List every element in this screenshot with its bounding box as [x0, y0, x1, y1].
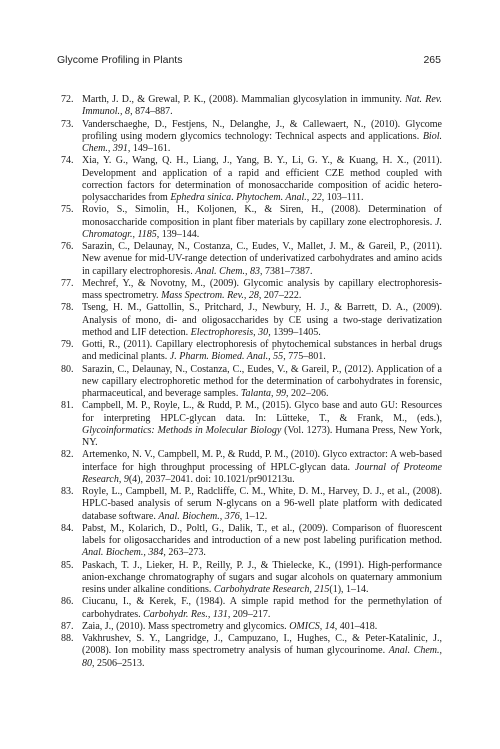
reference-item [57, 119, 442, 156]
reference-text: , 263–273. [163, 547, 206, 559]
reference-italic-text: Phytochem. Anal., 22 [236, 192, 322, 203]
reference-italic-text: J. Pharm. Biomed. Anal., 55 [169, 351, 284, 363]
running-head-title: Glycome Profiling in Plants [57, 54, 183, 66]
reference-item [57, 560, 442, 597]
reference-item [57, 204, 442, 241]
reference-number: 80. [61, 363, 74, 375]
reference-number: 76. [61, 241, 74, 252]
reference-number: 74. [61, 155, 74, 167]
reference-item [57, 449, 442, 486]
reference-text: Mechref, Y., & Novotny, M., (2009). Glycomic analysis by capillary electrophoresis-mass spectrometry. [82, 277, 442, 301]
reference-item [57, 278, 442, 303]
reference-italic-text: Journal of Proteome Research, 9 [82, 461, 442, 485]
reference-item [57, 302, 442, 339]
reference-italic-text: Talanta, 99 [240, 388, 287, 399]
reference-italic-text: Biol. Chem., 391 [82, 130, 442, 154]
reference-text: Paskach, T. J., Lieker, H. P., Reilly, P. J., & Thielecke, K., (1991). High-performance anion-exchange chromatography of sugars and sugar alcohols on quaternary ammonium resins under alkaline conditions. [82, 559, 442, 595]
reference-number: 85. [61, 559, 74, 571]
running-head [57, 54, 441, 70]
reference-text: , 2506–2513. [92, 657, 145, 669]
reference-italic-text: J. Chromatogr., 1185 [82, 216, 442, 240]
reference-text: , 103–111. [321, 192, 364, 203]
reference-text: , 139–144. [156, 228, 200, 240]
reference-text: , 7381–7387. [260, 265, 313, 277]
reference-item [57, 400, 442, 449]
reference-text: Campbell, M. P., Royle, L., & Rudd, P. M., (2015). Glyco base and auto GU: Resources for interpreting HPLC-glycan data. In: Lütteke, T., & Frank, M., (eds.), [82, 400, 442, 424]
reference-number: 83. [61, 486, 74, 497]
reference-text: , 149–161. [127, 143, 171, 154]
reference-text: , 1–12. [239, 510, 268, 522]
reference-item [57, 241, 442, 278]
reference-text: Zaia, J., (2010). Mass spectrometry and glycomics. [82, 620, 290, 632]
reference-item [57, 486, 442, 523]
reference-text: Artemenko, N. V., Campbell, M. P., & Rudd, P. M., (2010). Glyco extractor: A web-based interface for high throughput processing of HPLC-glycan data. [82, 449, 442, 473]
reference-italic-text: Mass Spectrom. Rev., 28 [161, 290, 259, 301]
reference-number: 72. [61, 94, 74, 105]
reference-text: , 1399–1405. [268, 326, 321, 338]
reference-item [57, 523, 442, 560]
reference-item [57, 621, 442, 633]
reference-italic-text: Carbohydrate Research, 215 [213, 584, 330, 595]
reference-text: Vakhrushev, S. Y., Langridge, J., Campuzano, I., Hughes, C., & Peter-Katalinic, J., (2008). Ion mobility mass spectrometry analysis of human glycourinome. [82, 633, 442, 657]
reference-text: , 202–206. [286, 388, 329, 399]
reference-italic-text: Carbohydr. Res., 131 [143, 608, 228, 620]
reference-number: 86. [61, 596, 74, 608]
reference-italic-text: Anal. Chem., 80 [82, 645, 443, 669]
reference-text: Tseng, H. M., Gattollin, S., Pritchard, J., Newbury, H. J., & Barrett, D. A., (2009). Analysis of mono, di- and oligosaccharides by CE using a two-stage derivatization method and LIF detection. [82, 302, 442, 338]
reference-item [57, 339, 442, 364]
reference-list [57, 94, 442, 670]
reference-number: 78. [61, 302, 74, 314]
reference-number: 77. [61, 277, 74, 289]
reference-number: 73. [61, 118, 74, 130]
reference-number: 81. [61, 400, 74, 412]
page-number: 265 [423, 54, 441, 66]
reference-text: Ciucanu, I., & Kerek, F., (1984). A simple rapid method for the permethylation of carbohydrates. [82, 596, 442, 620]
reference-text: , 874–887. [130, 106, 173, 118]
reference-text: Pabst, M., Kolarich, D., Poltl, G., Dalik, T., et al., (2009). Comparison of fluorescent labels for oligosaccharides and introduction of a new post labeling purification method. [82, 522, 442, 546]
reference-text: Vanderschaeghe, D., Festjens, N., Delanghe, J., & Callewaert, N., (2010). Glycome profiling using modern glycomics technology: Technical aspects and applications. [82, 118, 442, 142]
reference-italic-text: Nat. Rev. Immunol., 8 [82, 94, 442, 118]
reference-text: , 775–801. [283, 351, 326, 363]
reference-number: 88. [61, 633, 74, 644]
reference-text: (4), 2037–2041. doi: 10.1021/pr901213u. [128, 473, 295, 485]
reference-number: 87. [61, 620, 74, 632]
reference-text: . [231, 192, 237, 203]
reference-text: , 209–217. [227, 608, 271, 620]
reference-text: Royle, L., Campbell, M. P., Radcliffe, C. M., White, D. M., Harvey, D. J., et al., (2008). HPLC-based analysis of serum N-glycans on a 96-well plate platform with dedicated database software. [82, 486, 442, 522]
reference-text: (Vol. 1273). Humana Press, New York, NY. [82, 424, 442, 448]
reference-text: (1), 1–14. [329, 584, 369, 595]
reference-text: Sarazin, C., Delaunay, N., Costanza, C., Eudes, V., & Gareil, P., (2012). Application of a new capillary electrophoretic method for the determination of carbohydrates in forensic, pharmaceutical, and beverage samples. [82, 363, 442, 399]
reference-text: Marth, J. D., & Grewal, P. K., (2008). Mammalian glycosylation in immunity. [82, 94, 406, 105]
reference-text: , 401–418. [334, 620, 378, 632]
reference-number: 82. [61, 449, 74, 461]
reference-italic-text: Ephedra sinica [170, 192, 232, 203]
reference-item [57, 364, 442, 401]
reference-italic-text: Anal. Biochem., 376 [158, 510, 240, 522]
reference-italic-text: Anal. Biochem., 384 [82, 547, 164, 559]
reference-number: 75. [61, 204, 74, 216]
reference-number: 84. [61, 522, 74, 534]
reference-text: Rovio, S., Simolin, H., Koljonen, K., & Siren, H., (2008). Determination of monosaccharide composition in plant fiber materials by capillary zone electrophoresis. [82, 204, 442, 228]
reference-item [57, 155, 442, 204]
reference-italic-text: Anal. Chem., 83 [195, 265, 261, 277]
reference-text: Sarazin, C., Delaunay, N., Costanza, C., Eudes, V., Mallet, J. M., & Gareil, P., (2011). New avenue for mid-UV-range detection of underivatized carbohydrates and amino acids in capillary electrophoresis. [82, 241, 442, 277]
reference-text: , 207–222. [258, 290, 302, 301]
reference-item [57, 94, 442, 119]
reference-text: Xia, Y. G., Wang, Q. H., Liang, J., Yang, B. Y., Li, G. Y., & Kuang, H. X., (2011). Development and application of a rapid and efficient CZE method coupled with correction factors for determination of monosaccharide composition of acidic hetero-polysaccharides from [82, 155, 442, 203]
reference-number: 79. [61, 339, 74, 350]
reference-italic-text: Electrophoresis, 30 [190, 326, 269, 338]
reference-italic-text: Glycoinformatics: Methods in Molecular Biology [82, 424, 282, 436]
reference-item [57, 596, 442, 621]
reference-item [57, 633, 442, 670]
reference-text: Gotti, R., (2011). Capillary electrophoresis of phytochemical substances in herbal drugs and medicinal plants. [82, 339, 442, 363]
reference-italic-text: OMICS, 14 [289, 620, 335, 632]
